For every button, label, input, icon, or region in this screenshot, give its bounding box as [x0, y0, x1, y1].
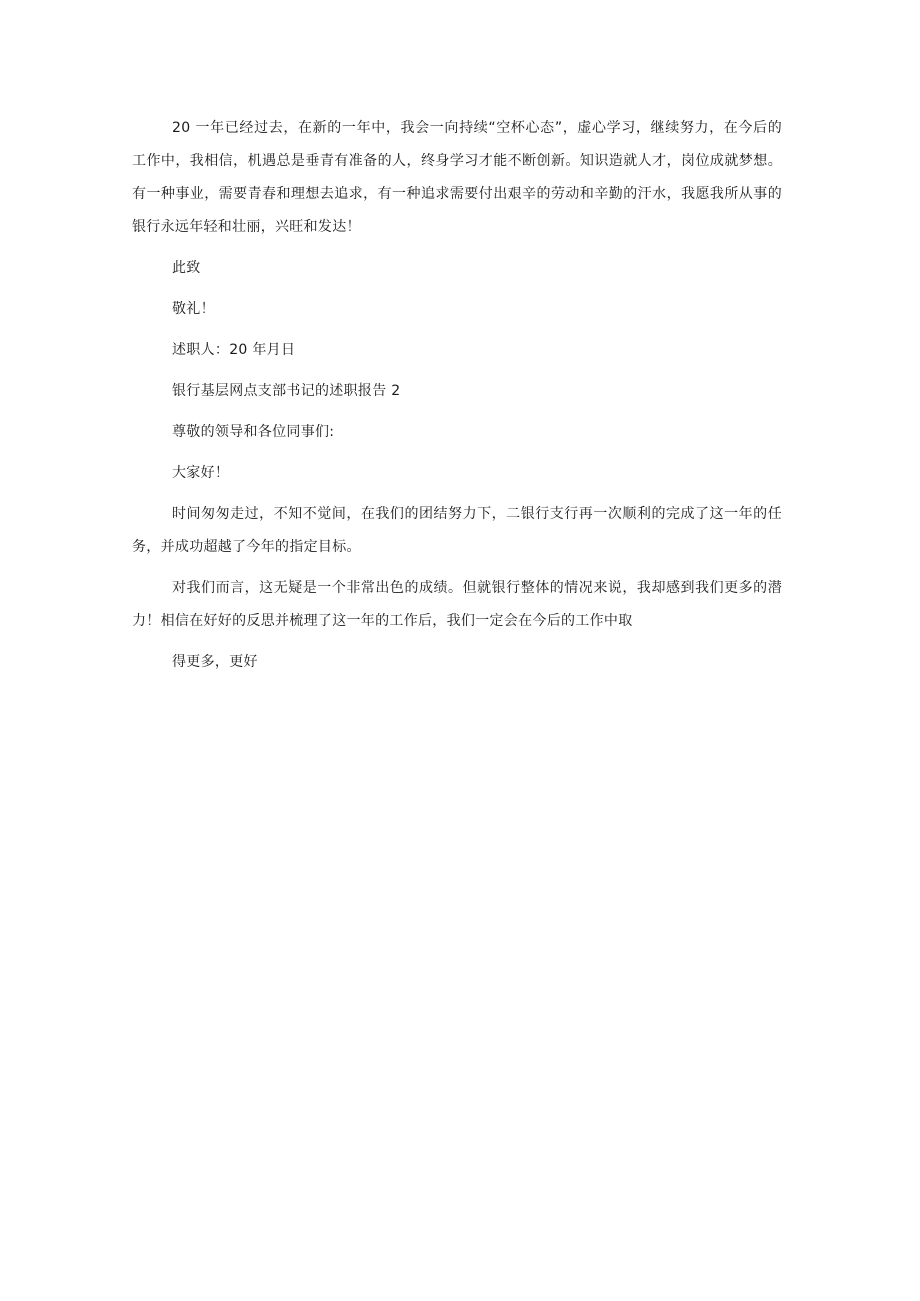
closing-paragraph: 20 一年已经过去，在新的一年中，我会一向持续“空杯心态”，虚心学习，继续努力，在今后的工作中，我相信，机遇总是垂青有准备的人，终身学习才能不断创新。知识造就人才，岗位成就梦想。有一种事业，需要青春和理想去追求，有一种追求需要付出艰辛的劳动和辛勤的汗水，我愿我所从事的银行永远年轻和壮丽，兴旺和发达！: [132, 120, 782, 235]
body-paragraph-end: 得更多，更好: [172, 654, 258, 670]
salutation-cizhi: 此致: [172, 260, 201, 276]
body-paragraph-achievement: 对我们而言，这无疑是一个非常出色的成绩。但就银行整体的情况来说，我却感到我们更多的潜力！相信在好好的反思并梳理了这一年的工作后，我们一定会在今后的工作中取: [132, 580, 782, 629]
signature-line: 述职人：20 年月日: [172, 342, 296, 358]
greeting-line: 尊敬的领导和各位同事们:: [172, 424, 335, 440]
document-body: [132, 112, 782, 687]
body-paragraph-time: 时间匆匆走过，不知不觉间，在我们的团结努力下，二银行支行再一次顺利的完成了这一年的任务，并成功超越了今年的指定目标。: [132, 506, 782, 555]
report-title: 银行基层网点支部书记的述职报告 2: [172, 383, 401, 399]
hello-line: 大家好！: [172, 465, 230, 481]
salutation-jingli: 敬礼！: [172, 301, 215, 317]
